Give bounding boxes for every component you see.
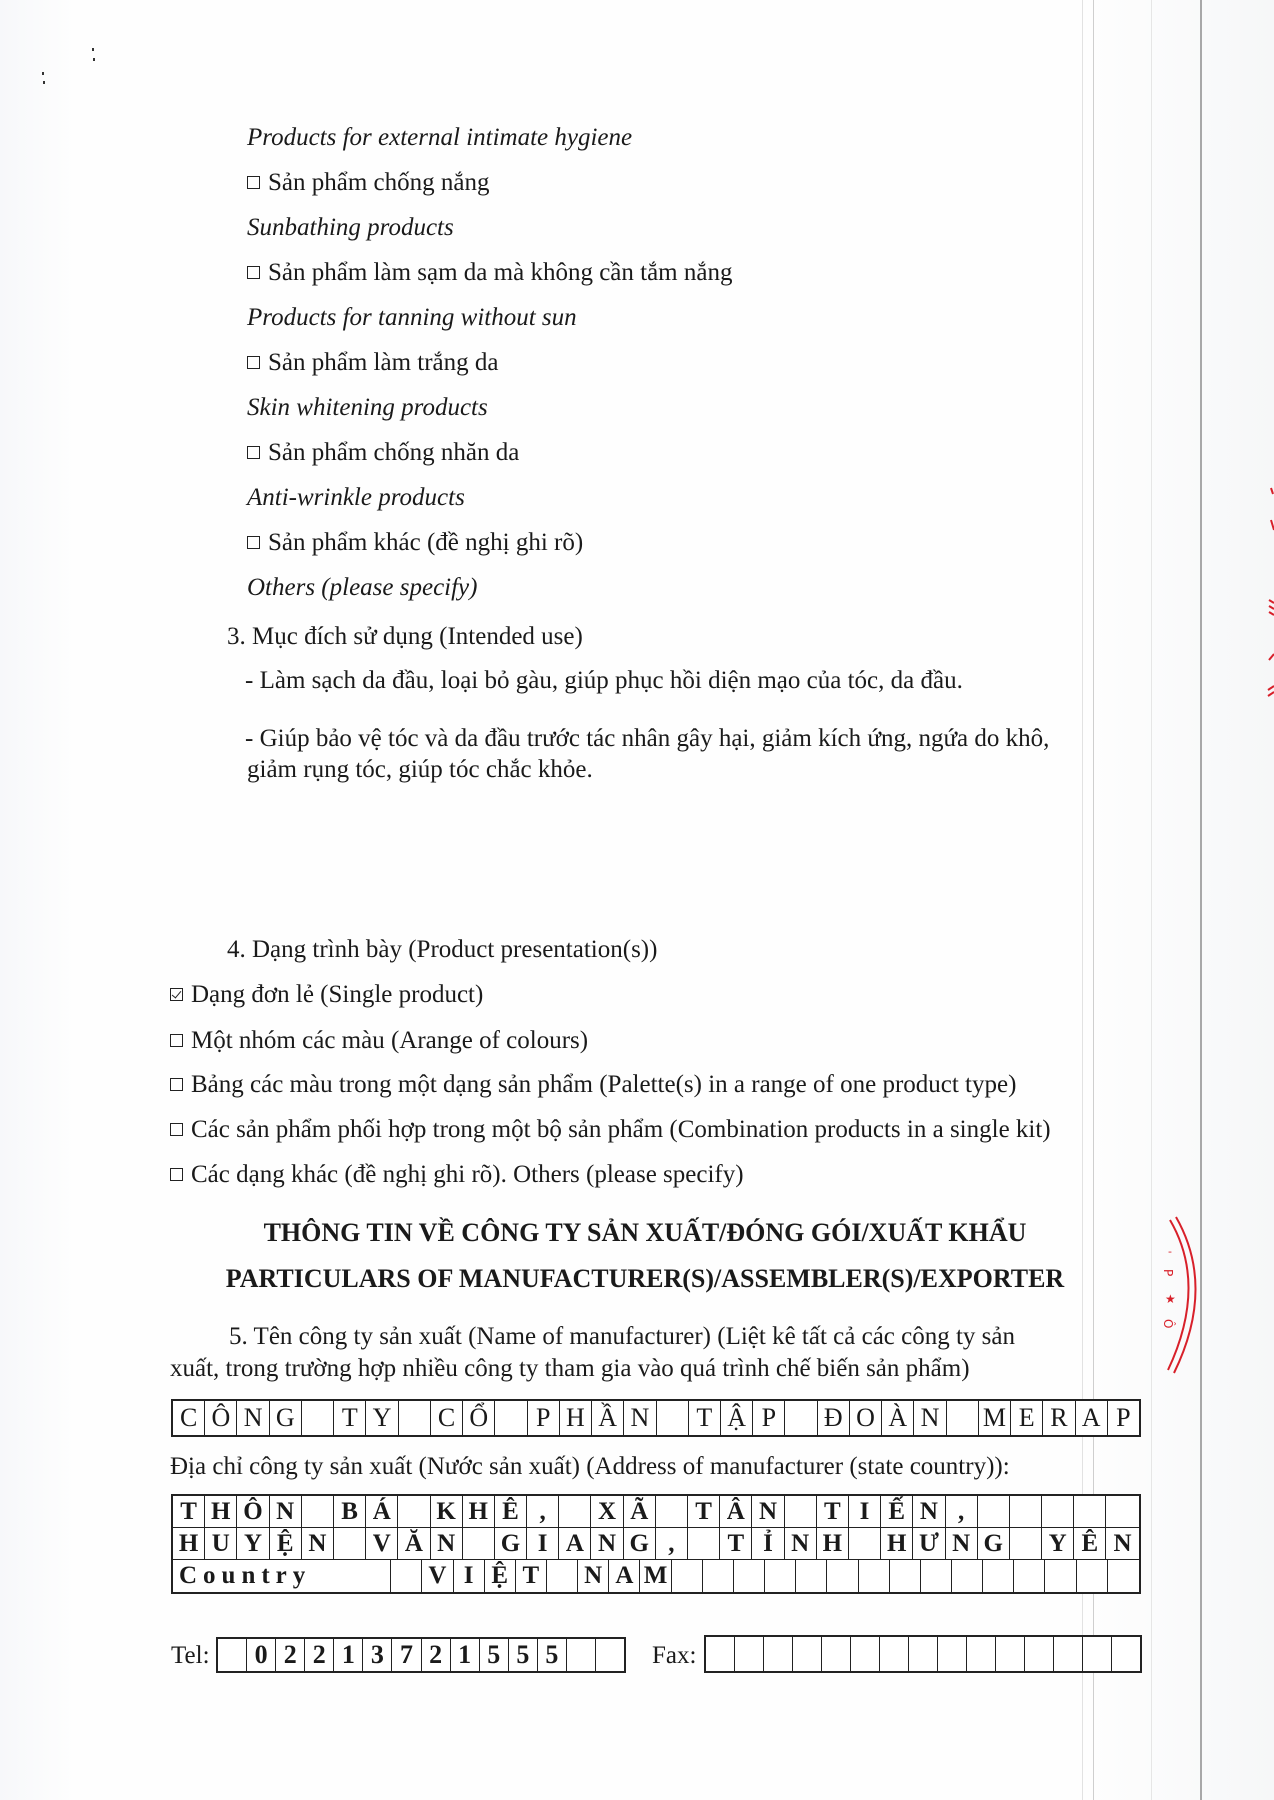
char-cell[interactable] — [921, 1560, 952, 1592]
fax-label: Fax: — [652, 1642, 697, 1669]
char-cell[interactable] — [1112, 1637, 1140, 1671]
char-cell[interactable] — [463, 1528, 495, 1559]
char-cell[interactable]: U — [205, 1528, 237, 1559]
char-cell[interactable] — [880, 1637, 909, 1671]
checkbox-icon[interactable] — [170, 1078, 183, 1091]
category-option[interactable] — [247, 168, 489, 198]
country-label: Country — [173, 1560, 391, 1592]
char-cell[interactable] — [1077, 1560, 1108, 1592]
char-cell[interactable]: T — [334, 1401, 366, 1435]
char-cell[interactable] — [1010, 1496, 1042, 1527]
char-cell[interactable] — [657, 1401, 689, 1435]
char-cell[interactable]: H — [817, 1528, 849, 1559]
char-cell[interactable]: N — [913, 1496, 945, 1527]
char-cell[interactable] — [1010, 1528, 1042, 1559]
presentation-option[interactable] — [170, 1160, 744, 1190]
char-cell[interactable] — [1042, 1496, 1074, 1527]
char-cell[interactable] — [765, 1560, 796, 1592]
tel-field[interactable] — [216, 1637, 626, 1673]
char-cell[interactable]: P — [753, 1401, 785, 1435]
char-cell[interactable] — [822, 1637, 851, 1671]
char-cell[interactable] — [495, 1401, 527, 1435]
char-cell[interactable]: V — [422, 1560, 453, 1592]
char-cell[interactable]: N — [431, 1528, 463, 1559]
char-cell[interactable]: Ậ — [721, 1401, 753, 1435]
char-cell[interactable]: P — [1116, 1403, 1131, 1432]
char-cell[interactable] — [398, 1496, 430, 1527]
option-text: Các sản phẩm phối hợp trong một bộ sản phẩm (Combination products in a single kit) — [191, 1116, 1051, 1143]
char-cell[interactable]: H — [560, 1401, 592, 1435]
char-cell[interactable]: N — [946, 1528, 978, 1559]
option-text: Products for external intimate hygiene — [247, 124, 633, 151]
char-cell[interactable] — [827, 1560, 858, 1592]
category-english-label — [247, 213, 454, 243]
intended-use-line-3: giảm rụng tóc, giúp tóc chắc khỏe. — [247, 756, 593, 783]
char-cell[interactable] — [796, 1560, 827, 1592]
char-cell[interactable] — [996, 1637, 1025, 1671]
intended-use-line-1: - Làm sạch da đầu, loại bỏ gàu, giúp phục hồi diện mạo của tóc, da đầu. — [245, 667, 963, 694]
char-cell[interactable]: Ã — [624, 1496, 656, 1527]
char-cell[interactable]: N — [591, 1528, 623, 1559]
section-5-title: 5. Tên công ty sản xuất (Name of manufacturer) (Liệt kê tất cả các công ty sản — [229, 1323, 1016, 1350]
char-cell[interactable]: N — [237, 1401, 269, 1435]
manufacturer-address-field[interactable] — [171, 1494, 1141, 1594]
option-text: Dạng đơn lẻ (Single product) — [191, 981, 484, 1008]
char-cell[interactable] — [890, 1560, 921, 1592]
fax-field[interactable] — [704, 1635, 1142, 1673]
char-cell[interactable] — [978, 1496, 1010, 1527]
char-cell[interactable] — [1106, 1496, 1138, 1527]
char-cell[interactable]: A — [1076, 1401, 1108, 1435]
category-english-label — [247, 573, 477, 603]
char-cell[interactable] — [1045, 1560, 1076, 1592]
char-cell[interactable] — [967, 1637, 996, 1671]
char-cell[interactable]: T — [516, 1560, 547, 1592]
char-cell[interactable]: H — [205, 1496, 237, 1527]
char-cell[interactable]: P — [528, 1401, 560, 1435]
presentation-option[interactable] — [170, 1070, 1016, 1100]
char-cell[interactable]: , — [527, 1496, 559, 1527]
scan-edge-line — [1151, 0, 1152, 1800]
char-cell[interactable]: N — [270, 1496, 302, 1527]
char-cell[interactable] — [391, 1560, 422, 1592]
category-option[interactable] — [247, 438, 519, 468]
char-cell[interactable] — [764, 1637, 793, 1671]
char-cell[interactable]: Ê — [1074, 1528, 1106, 1559]
address-row — [173, 1528, 1139, 1560]
address-row — [173, 1496, 1139, 1528]
checkbox-checked-icon[interactable] — [170, 988, 183, 1001]
char-cell[interactable]: A — [559, 1528, 591, 1559]
address-label: Địa chỉ công ty sản xuất (Nước sản xuất) (Address of manufacturer (state country)): — [170, 1453, 1010, 1480]
char-cell[interactable] — [785, 1401, 817, 1435]
manufacturer-heading-vi: THÔNG TIN VỀ CÔNG TY SẢN XUẤT/ĐÓNG GÓI/XUẤT KHẨU — [263, 1218, 1027, 1247]
category-option[interactable] — [247, 348, 499, 378]
char-cell[interactable] — [559, 1496, 591, 1527]
category-option[interactable] — [247, 528, 583, 558]
char-cell[interactable]: 5 — [509, 1639, 538, 1671]
char-cell[interactable] — [793, 1637, 822, 1671]
scan-marks — [38, 48, 98, 88]
intended-use-line-2: - Giúp bảo vệ tóc và da đầu trước tác nhân gây hại, giảm kích ứng, ngứa do khô, — [245, 725, 1050, 752]
char-cell[interactable]: Y — [366, 1401, 398, 1435]
char-cell[interactable]: X — [591, 1496, 623, 1527]
char-cell[interactable]: Ệ — [270, 1528, 302, 1559]
checkbox-icon[interactable] — [247, 176, 260, 189]
checkbox-icon[interactable] — [247, 536, 260, 549]
char-cell[interactable]: H — [881, 1528, 913, 1559]
char-cell[interactable] — [952, 1560, 983, 1592]
char-cell[interactable]: T — [720, 1528, 752, 1559]
char-cell[interactable]: N — [785, 1528, 817, 1559]
char-cell[interactable]: 1 — [451, 1639, 480, 1671]
char-cell[interactable] — [785, 1496, 817, 1527]
char-cell[interactable] — [849, 1528, 881, 1559]
char-cell[interactable]: C — [173, 1401, 205, 1435]
presentation-option[interactable] — [170, 980, 483, 1010]
char-cell[interactable]: Ô — [237, 1496, 269, 1527]
char-cell[interactable]: T — [688, 1496, 720, 1527]
category-english-label — [247, 483, 465, 513]
char-cell[interactable]: A — [609, 1560, 640, 1592]
char-cell[interactable]: I — [849, 1496, 881, 1527]
char-cell[interactable] — [218, 1639, 247, 1671]
category-english-label — [247, 393, 488, 423]
char-cell[interactable]: 2 — [422, 1639, 451, 1671]
char-cell[interactable]: Ầ — [592, 1401, 624, 1435]
char-cell[interactable]: H — [173, 1528, 205, 1559]
char-cell[interactable] — [734, 1560, 765, 1592]
char-cell[interactable]: N — [302, 1528, 334, 1559]
checkbox-icon[interactable] — [247, 356, 260, 369]
char-cell[interactable]: Ổ — [463, 1401, 495, 1435]
char-cell[interactable] — [706, 1637, 735, 1671]
option-text: Sản phẩm khác (đề nghị ghi rõ) — [268, 529, 584, 556]
char-cell[interactable]: Â — [720, 1496, 752, 1527]
char-cell[interactable]: T — [689, 1401, 721, 1435]
char-cell[interactable] — [547, 1560, 578, 1592]
checkbox-icon[interactable] — [247, 266, 260, 279]
char-cell[interactable]: Ư — [913, 1528, 945, 1559]
char-cell[interactable]: N — [752, 1496, 784, 1527]
option-text: Sản phẩm chống nắng — [268, 169, 490, 196]
char-cell[interactable]: 2 — [276, 1639, 305, 1671]
svg-text:Ô: Ô — [1161, 1319, 1175, 1329]
char-cell[interactable] — [983, 1560, 1014, 1592]
char-cell[interactable] — [1025, 1637, 1054, 1671]
char-cell[interactable] — [302, 1496, 334, 1527]
char-cell[interactable]: N — [578, 1560, 609, 1592]
char-cell[interactable]: , — [656, 1528, 688, 1559]
company-stamp-partial — [1160, 1215, 1220, 1375]
char-cell[interactable]: G — [978, 1528, 1010, 1559]
char-cell[interactable]: 0 — [247, 1639, 276, 1671]
manufacturer-heading-en: PARTICULARS OF MANUFACTURER(S)/ASSEMBLER(S)/EXPORTER — [225, 1264, 1065, 1293]
manufacturer-name-field[interactable] — [171, 1399, 1141, 1437]
char-cell[interactable] — [1083, 1637, 1112, 1671]
checkbox-icon[interactable] — [170, 1034, 183, 1047]
char-cell[interactable]: N — [914, 1401, 946, 1435]
char-cell[interactable]: H — [463, 1496, 495, 1527]
option-text: Bảng các màu trong một dạng sản phẩm (Palette(s) in a range of one product type) — [191, 1071, 1017, 1098]
checkbox-icon[interactable] — [247, 446, 260, 459]
char-cell[interactable] — [909, 1637, 938, 1671]
char-cell[interactable]: 1 — [334, 1639, 363, 1671]
char-cell[interactable]: R — [1043, 1401, 1075, 1435]
char-cell[interactable] — [1074, 1496, 1106, 1527]
tel-label: Tel: — [171, 1642, 210, 1669]
char-cell[interactable] — [735, 1637, 764, 1671]
char-cell[interactable]: E — [1011, 1401, 1043, 1435]
char-cell[interactable]: , — [946, 1496, 978, 1527]
char-cell[interactable]: Á — [366, 1496, 398, 1527]
char-cell[interactable] — [399, 1401, 431, 1435]
option-text: Sản phẩm làm sạm da mà không cần tắm nắng — [268, 259, 733, 286]
checkbox-icon[interactable] — [170, 1168, 183, 1181]
char-cell[interactable] — [302, 1401, 334, 1435]
char-cell[interactable]: Đ — [818, 1401, 850, 1435]
option-text: Các dạng khác (đề nghị ghi rõ). Others (please specify) — [191, 1161, 744, 1188]
char-cell[interactable] — [672, 1560, 703, 1592]
char-cell[interactable] — [851, 1637, 880, 1671]
option-text: Sản phẩm làm trắng da — [268, 349, 499, 376]
char-cell[interactable]: I — [527, 1528, 559, 1559]
char-cell[interactable]: 2 — [305, 1639, 334, 1671]
char-cell[interactable]: Ă — [398, 1528, 430, 1559]
char-cell[interactable] — [1054, 1637, 1083, 1671]
char-cell[interactable]: K — [431, 1496, 463, 1527]
char-cell[interactable]: B — [334, 1496, 366, 1527]
char-cell[interactable]: T — [173, 1496, 205, 1527]
option-text: Anti-wrinkle products — [247, 484, 465, 511]
option-text: Sunbathing products — [247, 214, 454, 241]
char-cell[interactable]: Ô — [205, 1401, 237, 1435]
category-english-label — [247, 123, 632, 153]
svg-text:P: P — [1161, 1269, 1175, 1277]
char-cell[interactable] — [703, 1560, 734, 1592]
char-cell[interactable]: 7 — [392, 1639, 421, 1671]
char-cell[interactable] — [334, 1528, 366, 1559]
checkbox-icon[interactable] — [170, 1123, 183, 1136]
char-cell[interactable]: N — [624, 1401, 656, 1435]
presentation-option[interactable] — [170, 1115, 1051, 1145]
char-cell[interactable] — [947, 1401, 979, 1435]
option-text: Sản phẩm chống nhăn da — [268, 439, 520, 466]
char-cell[interactable]: V — [366, 1528, 398, 1559]
char-cell[interactable]: M — [979, 1401, 1011, 1435]
country-row — [173, 1560, 1139, 1592]
option-text: Skin whitening products — [247, 394, 488, 421]
section-3-title: 3. Mục đích sử dụng (Intended use) — [227, 623, 583, 650]
stamp-edge-marks — [1255, 480, 1274, 710]
category-english-label — [247, 303, 577, 333]
char-cell[interactable]: Ệ — [485, 1560, 516, 1592]
char-cell[interactable] — [567, 1639, 596, 1671]
char-cell[interactable]: T — [817, 1496, 849, 1527]
char-cell[interactable]: Ỉ — [752, 1528, 784, 1559]
char-cell[interactable]: I — [454, 1560, 485, 1592]
option-text: Một nhóm các màu (Arange of colours) — [191, 1027, 589, 1054]
svg-text:★: ★ — [1165, 1292, 1176, 1306]
char-cell[interactable]: G — [270, 1401, 302, 1435]
option-text: Others (please specify) — [247, 574, 478, 601]
char-cell[interactable] — [688, 1528, 720, 1559]
char-cell[interactable]: O — [850, 1401, 882, 1435]
char-cell[interactable]: Ế — [881, 1496, 913, 1527]
char-cell[interactable]: C — [431, 1401, 463, 1435]
char-cell[interactable]: Ê — [495, 1496, 527, 1527]
char-cell[interactable] — [656, 1496, 688, 1527]
char-cell[interactable]: 5 — [480, 1639, 509, 1671]
char-cell[interactable]: N — [1113, 1529, 1132, 1557]
char-cell[interactable]: G — [495, 1528, 527, 1559]
category-option[interactable] — [247, 258, 732, 288]
char-cell[interactable]: Y — [237, 1528, 269, 1559]
char-cell[interactable] — [596, 1639, 624, 1671]
option-text: Products for tanning without sun — [247, 304, 577, 331]
char-cell[interactable] — [859, 1560, 890, 1592]
section-5-title-cont: xuất, trong trường hợp nhiều công ty tham gia vào quá trình chế biến sản phẩm) — [170, 1355, 970, 1382]
char-cell[interactable]: 5 — [538, 1639, 567, 1671]
svg-text:-: - — [1168, 1245, 1172, 1258]
char-cell[interactable] — [1014, 1560, 1045, 1592]
char-cell[interactable]: G — [624, 1528, 656, 1559]
section-4-title: 4. Dạng trình bày (Product presentation(s)) — [227, 936, 658, 963]
char-cell[interactable]: M — [640, 1560, 671, 1592]
char-cell[interactable] — [938, 1637, 967, 1671]
presentation-option[interactable] — [170, 1026, 588, 1056]
char-cell[interactable]: Y — [1042, 1528, 1074, 1559]
char-cell[interactable]: À — [882, 1401, 914, 1435]
scan-edge-line — [1200, 0, 1202, 1800]
char-cell[interactable] — [1108, 1560, 1139, 1592]
char-cell[interactable]: 3 — [363, 1639, 392, 1671]
